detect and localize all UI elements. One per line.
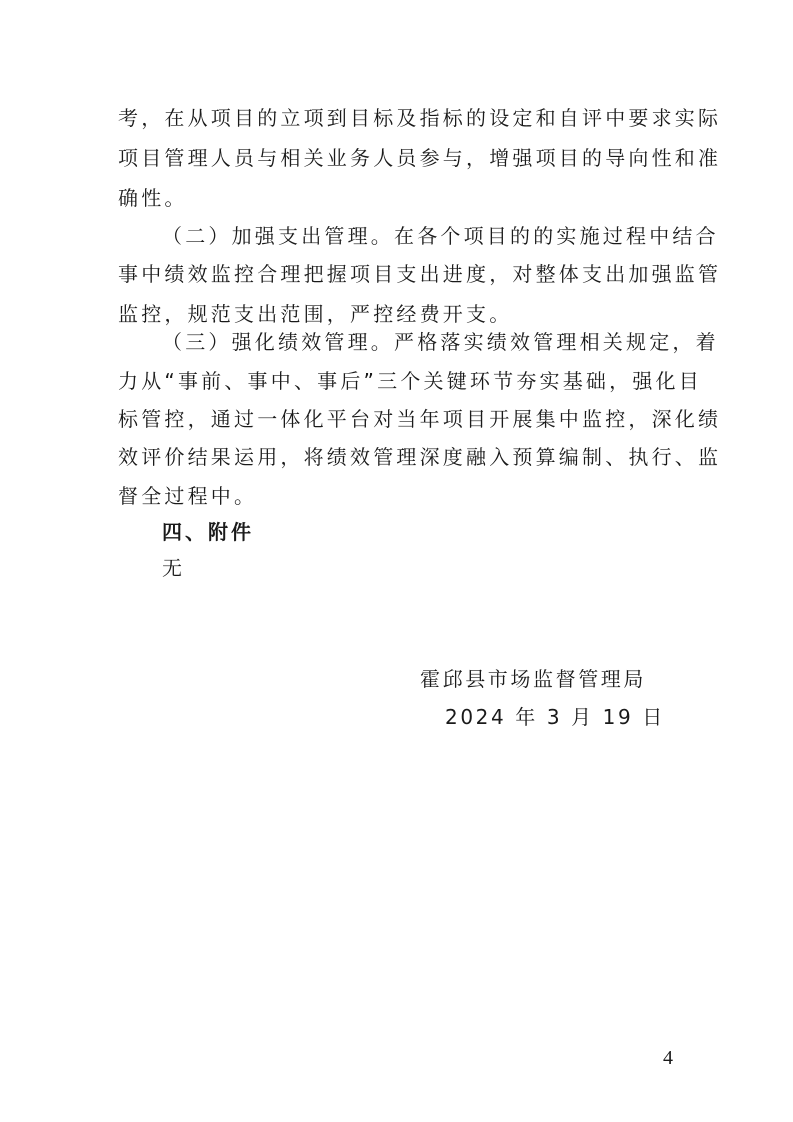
attachment-content: 无 (162, 556, 182, 580)
signature-date: 2024 年 3 月 19 日 (445, 705, 665, 729)
paragraph-3-line-2: 力从“事前、事中、事后”三个关键环节夯实基础，强化目 (118, 369, 702, 393)
paragraph-1-line-3: 确性。 (118, 186, 188, 210)
paragraph-3-line-1: （三）强化绩效管理。严格落实绩效管理相关规定，着 (162, 330, 719, 354)
paragraph-2-line-3: 监控，规范支出范围，严控经费开支。 (118, 302, 513, 326)
paragraph-1-line-1: 考，在从项目的立项到目标及指标的设定和自评中要求实际 (118, 106, 722, 130)
paragraph-1-line-2: 项目管理人员与相关业务人员参与，增强项目的导向性和准 (118, 146, 722, 170)
paragraph-3-line-5: 督全过程中。 (118, 484, 258, 508)
signature-organization: 霍邱县市场监督管理局 (420, 667, 646, 691)
paragraph-3-line-4: 效评价结果运用，将绩效管理深度融入预算编制、执行、监 (118, 445, 722, 469)
paragraph-2-line-2: 事中绩效监控合理把握项目支出进度，对整体支出加强监管 (118, 262, 722, 286)
page-number: 4 (663, 1047, 673, 1069)
section-heading-attachments: 四、附件 (162, 520, 254, 544)
paragraph-3-line-3: 标管控，通过一体化平台对当年项目开展集中监控，深化绩 (118, 407, 722, 431)
paragraph-2-line-1: （二）加强支出管理。在各个项目的的实施过程中结合 (162, 224, 719, 248)
